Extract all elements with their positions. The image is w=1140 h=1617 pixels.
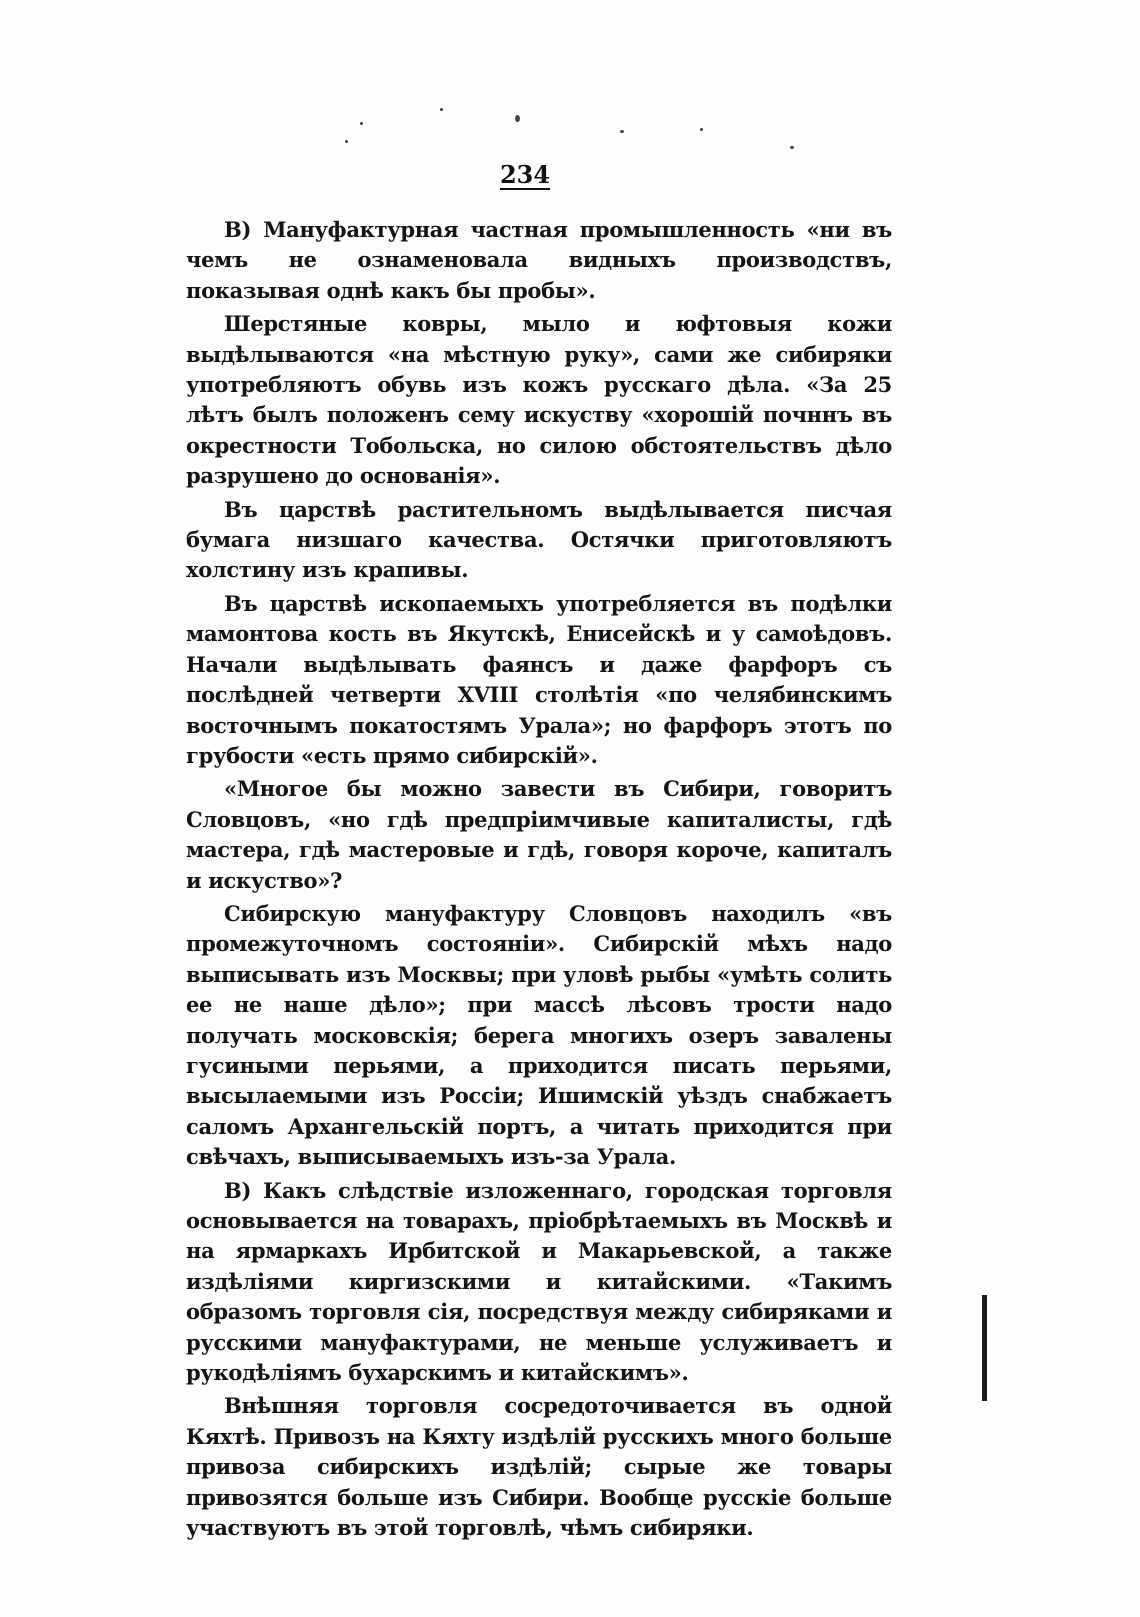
margin-rule <box>982 1295 987 1401</box>
page-number: 234 <box>499 160 551 189</box>
paragraph: Внѣшняя торговля сосредоточивается въ одной Кяхтѣ. Привозъ на Кяхту издѣлій русскихъ много больше привоза сибирскихъ издѣлій; сырые же товары привозятся больше изъ Сибири. Вообще русскіе больше участвуютъ въ этой торговлѣ, чѣмъ сибиряки. <box>186 1393 892 1541</box>
paragraph: В) Какъ слѣдствіе изложеннаго, городская торговля основывается на товарахъ, пріобрѣтаемыхъ въ Москвѣ и на ярмаркахъ Ирбитской и Макарьевской, а также издѣліями киргизскими и китайскими. «Такимъ образомъ торговля сія, посредствуя между сибиряками и русскими мануфактурами, не меньше услуживаетъ и рукодѣліямъ бухарскимъ и китайскимъ». <box>186 1177 892 1386</box>
paragraph: Въ царствѣ растительномъ выдѣлывается писчая бумага низшаго качества. Остячки приготовляютъ холстину изъ крапивы. <box>186 496 892 583</box>
body-text <box>186 215 892 1546</box>
paragraph: Шерстяные ковры, мыло и юфтовыя кожи выдѣлываются «на мѣстную руку», сами же сибиряки употребляютъ обувь изъ кожъ русскаго дѣла. «За 25 лѣтъ былъ положенъ сему искуству «хорошій почннъ въ окрестности Тобольска, но силою обстоятельствъ дѣло разрушено до основанія». <box>186 311 892 489</box>
print-speck <box>700 128 703 131</box>
paragraph: Въ царствѣ ископаемыхъ употребляется въ подѣлки мамонтова кость въ Якутскѣ, Енисейскѣ и у самоѣдовъ. Начали выдѣлывать фаянсъ и даже фарфоръ съ послѣдней четверти XVIII столѣтія «по челябинскимъ восточнымъ покатостямъ Урала»; но фарфоръ этотъ по грубости «есть прямо сибирскій». <box>186 590 892 768</box>
print-speck <box>360 122 363 125</box>
print-speck <box>440 108 443 111</box>
print-speck <box>790 146 794 149</box>
print-speck <box>345 140 348 143</box>
paragraph: «Многое бы можно завести въ Сибири, говоритъ Словцовъ, «но гдѣ предпріимчивые капиталисты, гдѣ мастера, гдѣ мастеровые и гдѣ, говоря короче, капиталъ и искуство»? <box>186 776 892 893</box>
paragraph: Сибирскую мануфактуру Словцовъ находилъ «въ промежуточномъ состояніи». Сибирскій мѣхъ надо выписывать изъ Москвы; при уловѣ рыбы «умѣть солить ее не наше дѣло»; при массѣ лѣсовъ трости надо получать московскія; берега многихъ озеръ завалены гусиными перьями, а приходится писать перьями, высылаемыми изъ Россіи; Ишимскій уѣздъ снабжаетъ саломъ Архангельскій портъ, а читать приходится при свѣчахъ, выписываемыхъ изъ-за Урала. <box>186 900 892 1170</box>
print-speck <box>620 130 624 133</box>
print-speck <box>515 115 520 122</box>
paragraph: В) Мануфактурная частная промышленность «ни въ чемъ не ознаменовала видныхъ производствъ, показывая однѣ какъ бы пробы». <box>186 217 892 303</box>
